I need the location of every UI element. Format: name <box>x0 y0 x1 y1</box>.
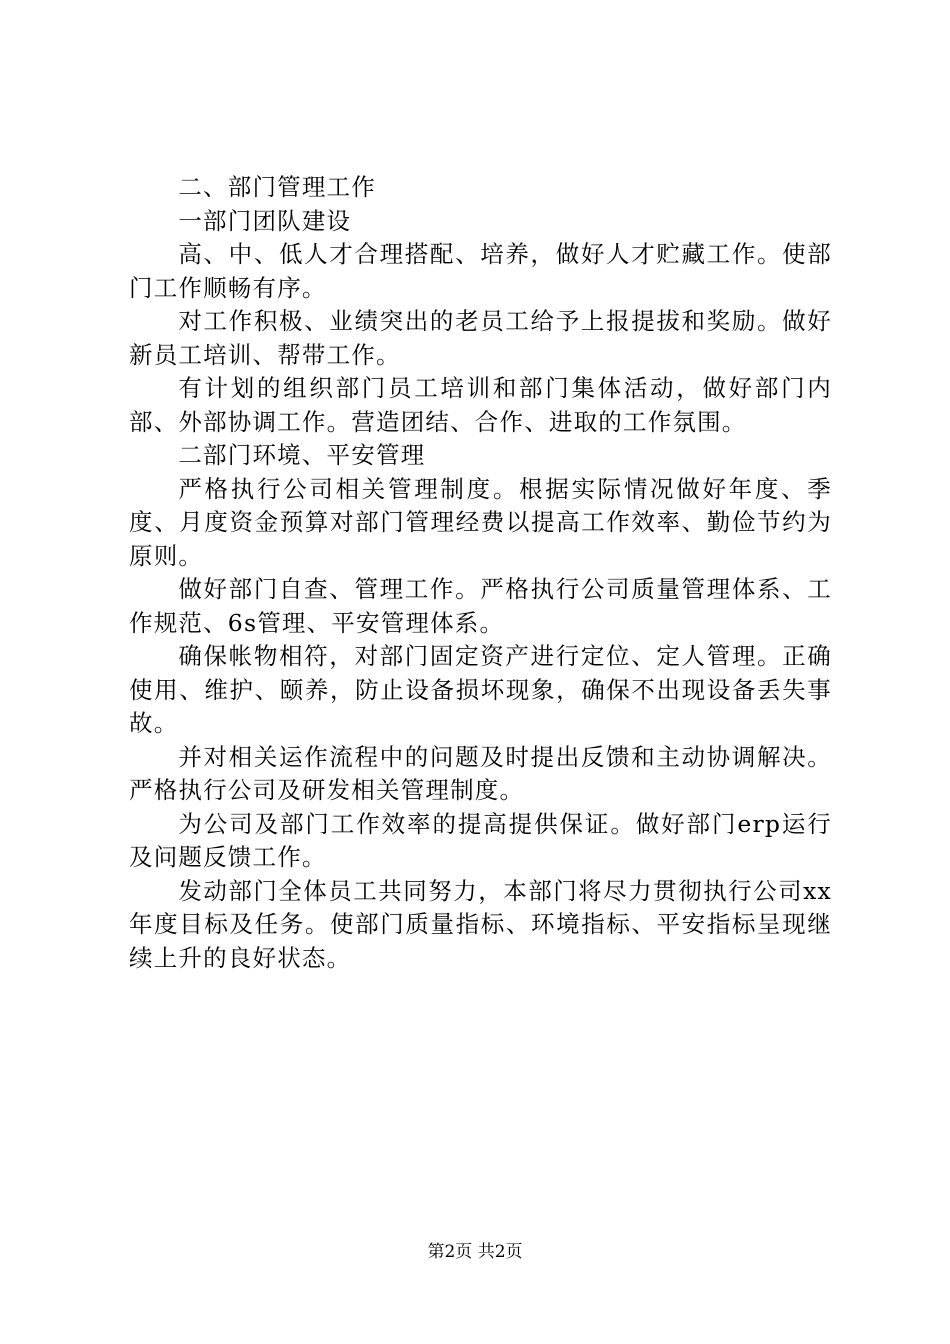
paragraph: 为公司及部门工作效率的提高提供保证。做好部门erp运行及问题反馈工作。 <box>129 809 832 871</box>
paragraph: 高、中、低人才合理搭配、培养，做好人才贮藏工作。使部门工作顺畅有序。 <box>129 240 832 302</box>
paragraph: 并对相关运作流程中的问题及时提出反馈和主动协调解决。严格执行公司及研发相关管理制度。 <box>129 742 832 804</box>
paragraph: 对工作积极、业绩突出的老员工给予上报提拔和奖励。做好新员工培训、帮带工作。 <box>129 307 832 369</box>
document-body <box>129 171 832 975</box>
paragraph: 严格执行公司相关管理制度。根据实际情况做好年度、季度、月度资金预算对部门管理经费以提高工作效率、勤俭节约为原则。 <box>129 474 832 570</box>
section-heading: 二、部门管理工作 <box>178 173 376 201</box>
paragraph: 有计划的组织部门员工培训和部门集体活动，做好部门内部、外部协调工作。营造团结、合作、进取的工作氛围。 <box>129 374 832 436</box>
paragraph: 发动部门全体员工共同努力，本部门将尽力贯彻执行公司xx年度目标及任务。使部门质量指标、环境指标、平安指标呈现继续上升的良好状态。 <box>129 876 832 972</box>
paragraph: 做好部门自查、管理工作。严格执行公司质量管理体系、工作规范、6s管理、平安管理体系。 <box>129 575 832 637</box>
subsection-heading: 一部门团队建设 <box>178 206 352 235</box>
subsection-heading: 二部门环境、平安管理 <box>178 441 426 469</box>
paragraph: 确保帐物相符，对部门固定资产进行定位、定人管理。正确使用、维护、颐养，防止设备损坏现象，确保不出现设备丢失事故。 <box>129 642 832 737</box>
page-footer <box>0 1241 950 1263</box>
page-number: 第2页 共2页 <box>427 1242 523 1262</box>
